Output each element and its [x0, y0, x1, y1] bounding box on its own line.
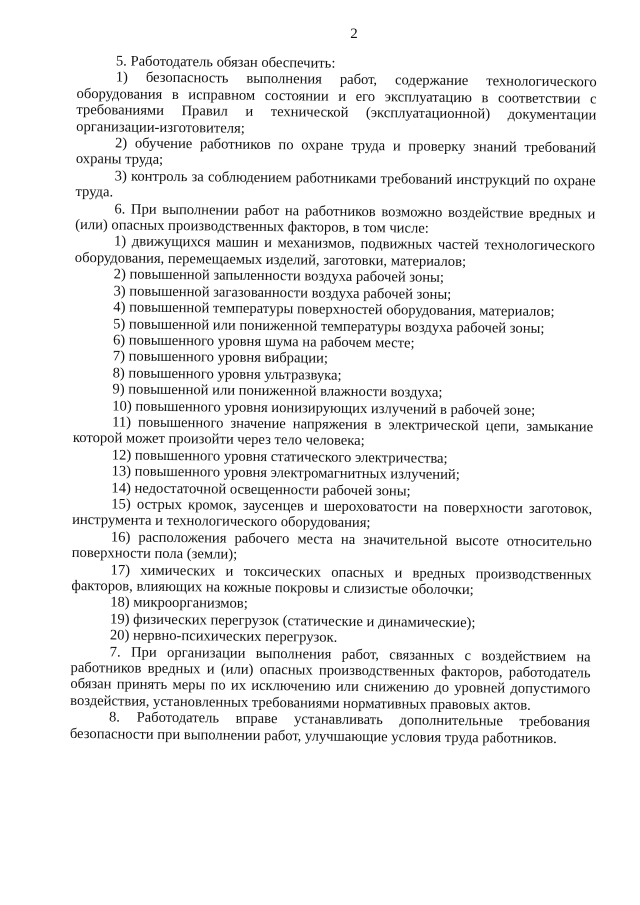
- factor-item-5: 5) повышенной или пониженной температуры воздуха рабочей зоны;: [113, 315, 545, 337]
- factor-item-6: 6) повышенного уровня шума на рабочем месте;: [112, 332, 415, 352]
- factor-item-20: 20) нервно-психических перегрузок.: [109, 627, 338, 646]
- page-number: 2: [350, 26, 358, 42]
- factor-item-15: 15) острых кромок, заусенцев и шероховатости на поверхности заготовок, инструмента и технологического оборудования;: [72, 496, 593, 532]
- section-7-paragraph: 7. При организации выполнения работ, связанных с воздействием на работников вредных и (или) опасных производственных факторов, работодатель обязан принять меры по их исключению или снижению до уровней допустимого воздействия, установленных требованиями нормативных правовых актов.: [70, 644, 591, 714]
- factor-item-2: 2) повышенной запыленности воздуха рабочей зоны;: [113, 266, 445, 287]
- section-5-item-3: 3) контроль за соблюдением работниками требований инструкций по охране труда.: [75, 168, 596, 201]
- factor-item-17: 17) химических и токсических опасных и вредных производственных факторов, влияющих на кожные покровы и слизистые оболочки;: [71, 561, 592, 599]
- factor-item-9: 9) повышенной или пониженной влажности воздуха;: [112, 381, 443, 401]
- factor-item-11: 11) повышенного значение напряжения в электрической цепи, замыкание которой может произойти через тело человека;: [72, 414, 594, 450]
- factor-item-13: 13) повышенного уровня электромагнитных излучений;: [111, 463, 460, 484]
- section-5-item-2: 2) обучение работников по охране труда и проверку знаний требований охраны труда;: [75, 135, 597, 169]
- factor-item-16: 16) расположения рабочего места на значительной высоте относительно поверхности пола (земли);: [71, 529, 592, 563]
- factor-item-7: 7) повышенного уровня вибрации;: [112, 348, 329, 367]
- section-5-item-1: 1) безопасность выполнения работ, содержание технологического оборудования в исправном состоянии и его эксплуатацию в соответствии с требованиями Правил и технической (эксплуатационной) документации организации-изготовителя;: [76, 69, 597, 137]
- factor-item-8: 8) повышенного уровня ультразвука;: [112, 365, 342, 384]
- factor-item-3: 3) повышенной загазованности воздуха рабочей зоны;: [113, 283, 452, 303]
- factor-item-14: 14) недостаточной освещенности рабочей зоны;: [111, 479, 411, 500]
- factor-item-1: 1) движущихся машин и механизмов, подвижных частей технологического оборудования, перемещаемых изделий, заготовки, материалов;: [74, 233, 596, 270]
- factor-item-4: 4) повышенной температуры поверхностей оборудования, материалов;: [113, 299, 555, 321]
- factor-item-12: 12) повышенного уровня статического электричества;: [111, 447, 448, 467]
- section-8-paragraph: 8. Работодатель вправе устанавливать дополнительные требования безопасности при выполнении работ, улучшающие условия труда работников.: [69, 709, 591, 747]
- factor-item-19: 19) физических перегрузок (статические и динамические);: [109, 611, 476, 632]
- factor-item-10: 10) повышенного уровня ионизирующих излучений в рабочей зоне;: [112, 397, 536, 419]
- factor-item-18: 18) микроорганизмов;: [110, 594, 248, 613]
- section-6-heading: 6. При выполнении работ на работников возможно воздействие вредных и (или) опасных производственных факторов, в том числе:: [75, 201, 596, 237]
- document-body: [70, 53, 597, 747]
- section-5-heading: 5. Работодатель обязан обеспечить:: [115, 53, 336, 72]
